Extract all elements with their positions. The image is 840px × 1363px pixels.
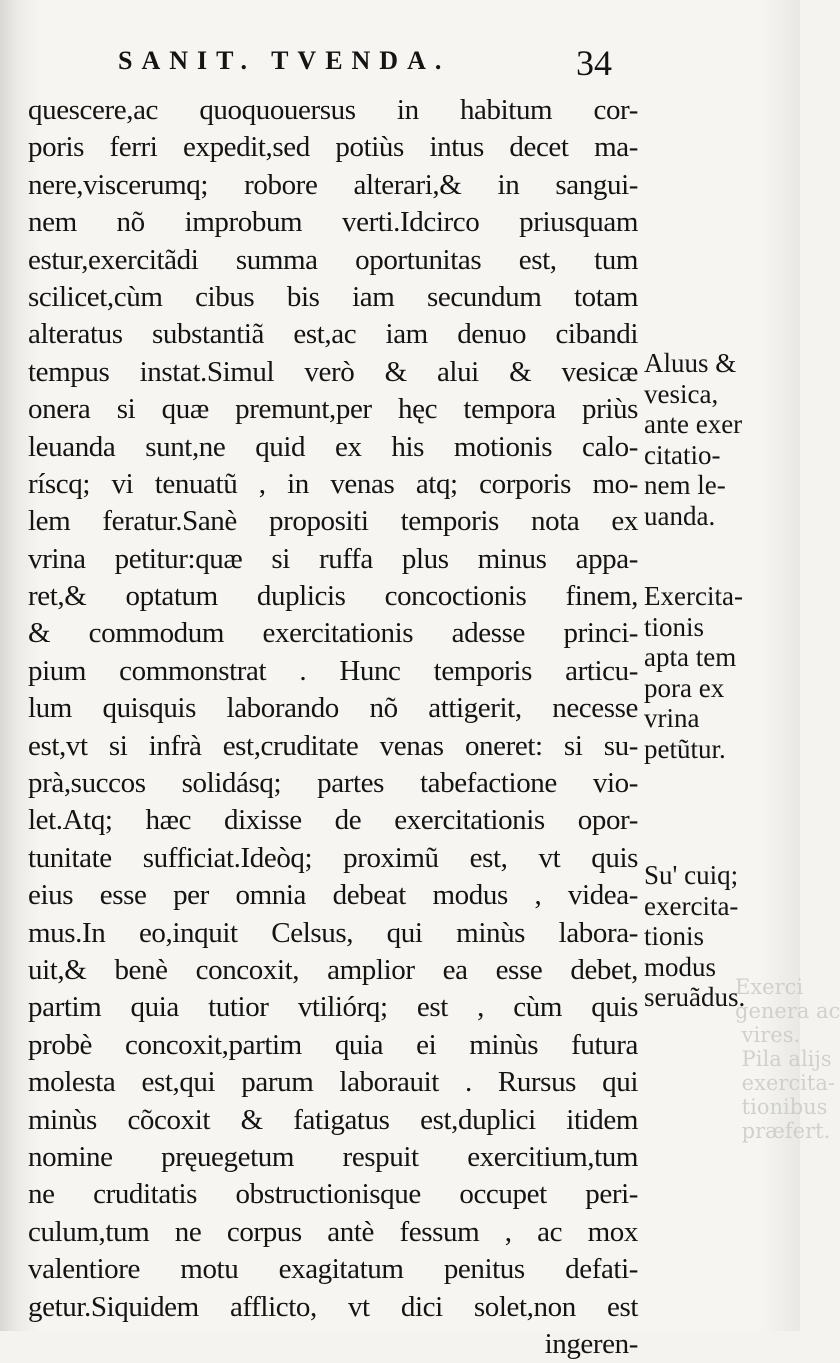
text-line: mus.In eo,inquit Celsus, qui minùs labora- <box>28 916 638 949</box>
marginal-note-line: Aluus & <box>644 348 737 378</box>
text-line: tempus instat.Simul verò & alui & vesicæ <box>28 355 638 388</box>
marginal-note-line: nem le- <box>644 470 726 500</box>
page-number: 34 <box>576 43 612 83</box>
text-line: alteratus substantiã est,ac iam denuo cibandi <box>28 318 638 351</box>
text-line: leuanda sunt,ne quid ex his motionis calo- <box>28 430 638 463</box>
text-line: quescere,ac quoquouersus in habitum cor- <box>28 94 638 126</box>
marginal-note-line: seruãdus. <box>644 982 746 1012</box>
text-line: prà,succos solidásq; partes tabefactione vio- <box>28 767 638 800</box>
catchword-line: ingeren- <box>544 1327 638 1360</box>
running-title: SANIT. TVENDA. <box>118 46 451 75</box>
marginal-note-line: vrina <box>644 703 700 733</box>
page-header <box>118 42 638 86</box>
text-line: lum quisquis laborando nõ attigerit, necesse <box>28 692 638 725</box>
main-text-block <box>28 92 638 1363</box>
marginal-note-line: citatio- <box>644 439 721 470</box>
marginal-note-exercise-times <box>644 581 794 764</box>
marginal-note-line: tionis <box>644 611 705 642</box>
text-line: scilicet,cùm cibus bis iam secundum totam <box>28 280 638 313</box>
text-line: probè concoxit,partim quia ei minùs futura <box>28 1028 638 1061</box>
text-line: tunitate sufficiat.Ideòq; proximũ est, vt quis <box>28 841 638 874</box>
marginal-note-line: Su' cuiq; <box>644 860 739 890</box>
text-line: ne cruditatis obstructionisque occupet peri- <box>28 1178 638 1211</box>
marginal-note-line: vesica, <box>644 378 719 409</box>
marginal-note-line: apta tem <box>644 642 737 672</box>
text-line: vrina petitur:quæ si ruffa plus minus appa- <box>28 542 638 575</box>
text-line: pium commonstrat . Hunc temporis articu- <box>28 654 638 687</box>
text-line: uit,& benè concoxit, amplior ea esse debet, <box>28 953 638 986</box>
text-line: nomine pręuegetum respuit exercitium,tum <box>28 1140 638 1173</box>
bleed-through-text: Exerci genera ac vires. Pila alijs exercita- tionibus præfert. <box>735 975 840 1143</box>
marginal-note-line: modus <box>644 951 717 982</box>
marginal-note-line: tionis <box>644 921 705 951</box>
text-line: ret,& optatum duplicis concoctionis finem, <box>28 580 638 613</box>
marginal-note-line: petũtur. <box>644 733 726 764</box>
marginal-note-exercise-measure <box>644 860 794 1013</box>
text-line: getur.Siquidem afflicto, vt dici solet,non est <box>28 1290 638 1323</box>
text-line: estur,exercitãdi summa oportunitas est, tum <box>28 243 638 276</box>
text-line: poris ferri expedit,sed potiùs intus decet ma- <box>28 131 638 164</box>
marginal-note-line: uanda. <box>644 500 716 531</box>
text-line: valentiore motu exagitatum penitus defati- <box>28 1253 638 1286</box>
text-line: lem feratur.Sanè propositi temporis nota ex <box>28 505 638 538</box>
text-line: molesta est,qui parum laborauit . Rursus qui <box>28 1066 638 1099</box>
text-line: & commodum exercitationis adesse princi- <box>28 617 638 650</box>
marginal-note-line: exercita- <box>644 890 739 921</box>
text-line: culum,tum ne corpus antè fessum , ac mox <box>28 1215 638 1248</box>
text-line: let.Atq; hæc dixisse de exercitationis opor- <box>28 804 638 837</box>
text-line: onera si quæ premunt,per hęc tempora priùs <box>28 393 638 426</box>
marginal-note-line: pora ex <box>644 672 725 703</box>
text-line: eius esse per omnia debeat modus , videa- <box>28 879 638 912</box>
text-line: nem nõ improbum verti.Idcirco priusquam <box>28 206 638 239</box>
text-line: partim quia tutior vtiliórq; est , cùm quis <box>28 991 638 1024</box>
text-line: ríscq; vi tenuatũ , in venas atq; corporis mo- <box>28 467 638 500</box>
text-line: est,vt si infrà est,cruditate venas oneret: si su- <box>28 729 638 762</box>
marginal-note-bowel-bladder <box>644 348 794 531</box>
marginal-note-line: Exercita- <box>644 581 743 611</box>
text-line: nere,viscerumq; robore alterari,& in sangui- <box>28 168 638 201</box>
marginal-note-line: ante exer <box>644 409 743 439</box>
text-line: minùs cõcoxit & fatigatus est,duplici itidem <box>28 1103 638 1136</box>
